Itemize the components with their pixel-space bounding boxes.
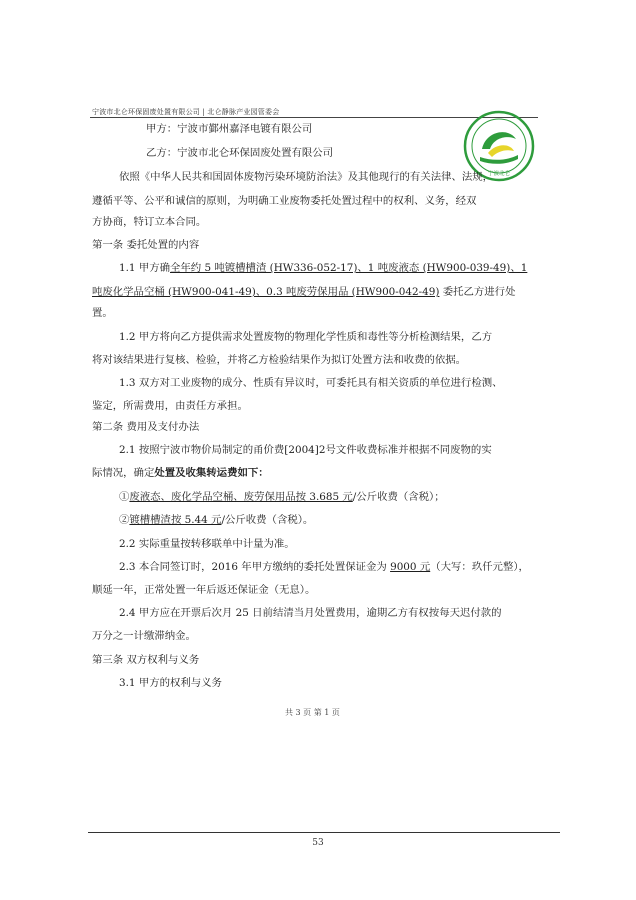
clause-1-1-lead: 1.1 甲方确 [119,262,170,274]
clause-2-3-deposit: 9000 元 [390,561,431,573]
fee-item-1-rate: 废液态、废化学品空桶、废劳保用品按 3.685 元 [129,491,353,503]
intro-line-2: 遵循平等、公平和诚信的原则，为明确工业废物委托处置过程中的权利、义务，经双 [92,195,477,207]
fee-item-1-lead: ① [119,491,130,503]
clause-2-3-line-1 [119,561,529,574]
fee-item-1 [119,491,445,504]
fee-item-2-lead: ② [119,514,130,526]
clause-2-1-lead: 际情况，确定 [92,467,155,479]
clause-1-3-line-1: 1.3 双方对工业废物的成分、性质有异议时，可委托具有相关资质的单位进行检测、 [119,377,503,389]
clause-2-2: 2.2 实际重量按转移联单中计量为准。 [119,538,295,550]
clause-2-4-line-2: 万分之一计缴滞纳金。 [92,630,196,642]
fee-item-2-rate: 镀槽槽渣按 5.44 元 [129,514,222,526]
intro-line-1: 依照《中华人民共和国固体废物污染环境防治法》及其他现行的有关法律、法规， [119,171,494,183]
article-2-title: 第二条 费用及支付办法 [92,421,200,433]
page-indicator: 共 3 页 第 1 页 [285,708,340,717]
clause-2-1-bold: 处置及收集转运费如下： [154,467,269,479]
fee-item-2 [119,514,313,527]
document-header: 宁波市北仑环保固废处置有限公司 | 北仑静脉产业园管委会 [92,108,280,116]
clause-2-4-line-1: 2.4 甲方应在开票后次月 25 日前结清当月处置费用，逾期乙方有权按每天迟付款的 [119,607,502,619]
clause-2-3-lead: 2.3 本合同签订时，2016 年甲方缴纳的委托处置保证金为 [119,561,391,573]
clause-1-1-line-2 [92,286,515,299]
article-1-title: 第一条 委托处置的内容 [92,239,200,251]
footer-divider [88,832,560,833]
fee-item-1-tail: /公斤收费（含税）； [352,491,445,503]
clause-2-1-line-1: 2.1 按照宁波市物价局制定的甬价费[2004]2号文件收费标准并根据不同废物的实 [119,444,492,456]
clause-1-1-tail: 委托乙方进行处 [439,286,516,298]
clause-1-2-line-2: 将对该结果进行复核、检验，并将乙方检验结果作为拟订处置方法和收费的依据。 [92,354,467,366]
party-b: 乙方：宁波市北仑环保固废处置有限公司 [146,147,334,159]
clause-2-1-line-2 [92,467,269,480]
seal-text: 宁波北仑 [487,171,511,177]
clause-1-1-waste-list: 全年约 5 吨镀槽槽渣 (HW336-052-17)、1 吨废液态 (HW900-039-49)、1 [170,262,528,274]
clause-3-1: 3.1 甲方的权利与义务 [119,677,222,689]
party-a: 甲方：宁波市鄞州嘉泽电镀有限公司 [146,123,313,135]
clause-2-3-tail: （大写：玖仟元整）， [430,561,529,573]
article-3-title: 第三条 双方权利与义务 [92,654,200,666]
clause-1-1-line-3: 置。 [92,307,113,319]
intro-line-3: 方协商，特订立本合同。 [92,216,207,228]
clause-1-3-line-2: 鉴定，所需费用，由责任方承担。 [92,400,248,412]
fee-item-2-tail: /公斤收费（含税）。 [221,514,314,526]
page-number: 53 [312,838,324,848]
clause-1-1-line-1 [119,262,527,275]
clause-1-1-waste-list-2: 吨废化学品空桶 (HW900-041-49)、0.3 吨废劳保用品 (HW900-042-49) [92,286,440,298]
clause-2-3-line-2: 顺延一年，正常处置一年后返还保证金（无息）。 [92,584,316,596]
clause-1-2-line-1: 1.2 甲方将向乙方提供需求处置废物的物理化学性质和毒性等分析检测结果，乙方 [119,331,493,343]
